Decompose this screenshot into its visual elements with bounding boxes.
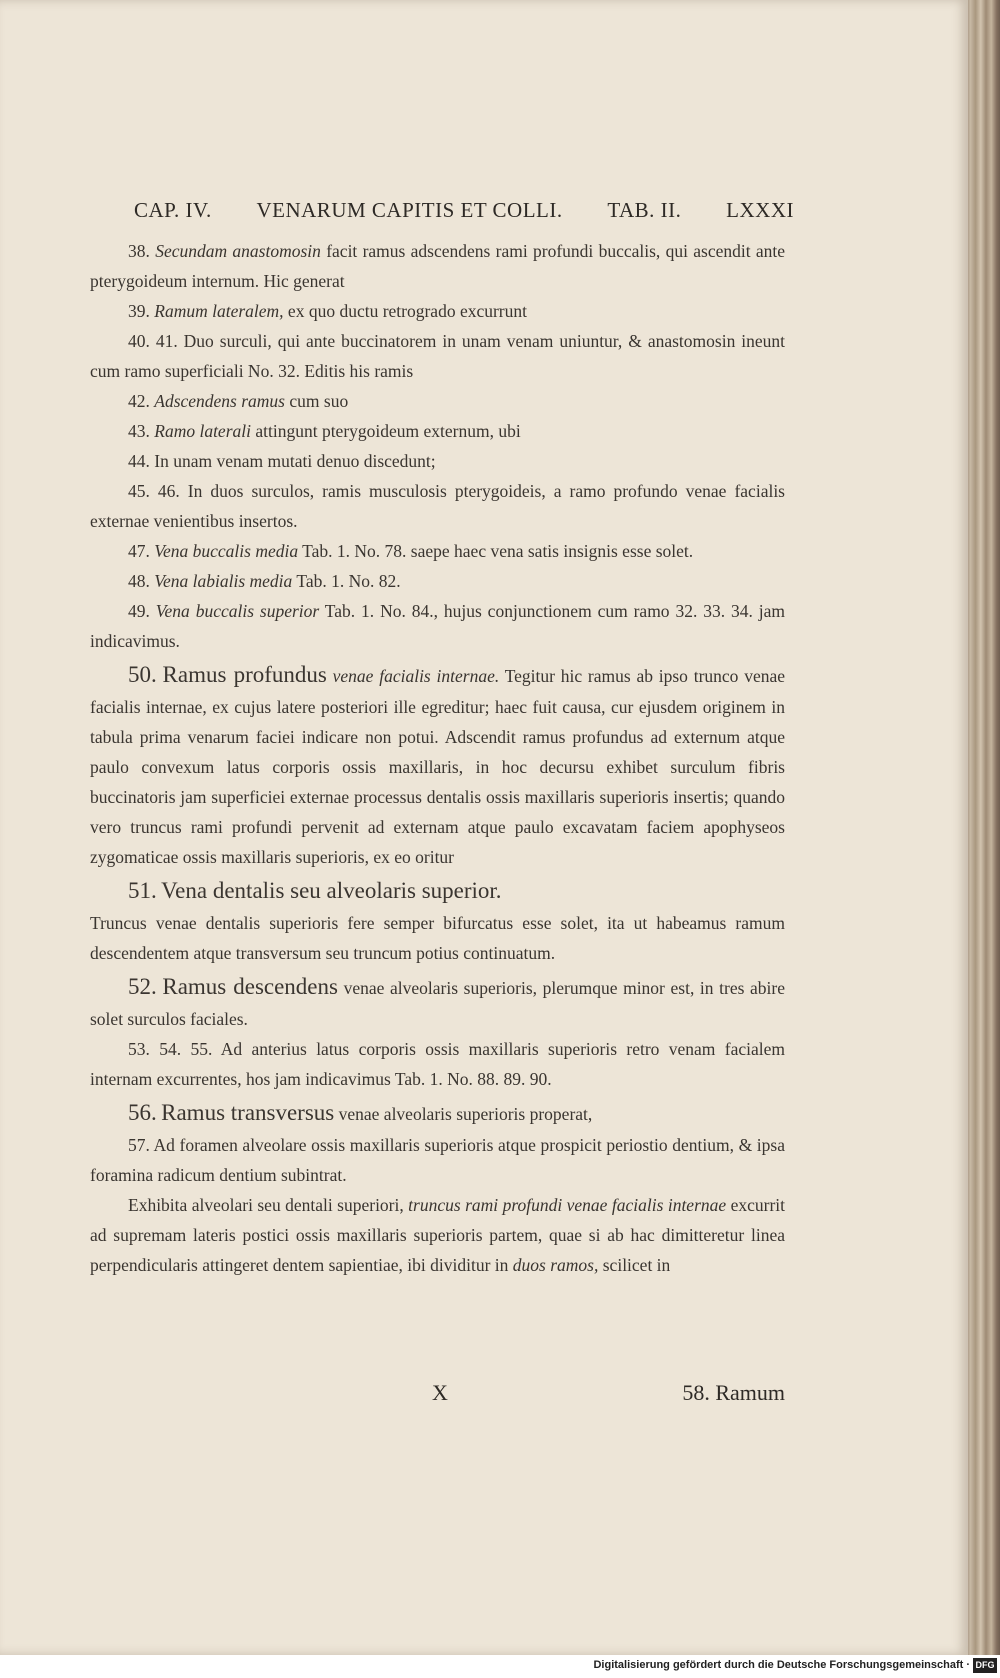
body-text (90, 236, 785, 1280)
paragraph-50: 50. Ramus profundus venae facialis internae. Tegitur hic ramus ab ipso trunco venae facialis internae, ex cujus latere posteriori ille egreditur; haec fuit causa, cur ejusdem originem in tabula prima venarum faciei indicare non potui. Adscendit ramus profundus ad externum atque paulo convexum latus corporis ossis maxillaris, in hoc decursu exhibet surculum fibris buccinatoris jam superficiei externae processus dentalis ossis maxillaris superioris insertis; quando vero truncus rami profundi pervenit ad externam atque paulo excavatam faciem apophyseos zygomaticae ossis maxillaris superioris, ex eo oritur (90, 662, 786, 867)
paragraph-49: 49. Vena buccalis superior Tab. 1. No. 84., hujus conjunctionem cum ramo 32. 33. 34. jam indicavimus. (90, 601, 786, 651)
paragraph-44: 44. In unam venam mutati denuo discedunt; (128, 451, 436, 471)
credit-bar (0, 1655, 1000, 1678)
header-table: TAB. II. (607, 198, 682, 222)
paragraph-53-55: 53. 54. 55. Ad anterius latus corporis ossis maxillaris superioris retro venam facialem internam excurrentes, hos jam indicavimus Tab. 1. No. 88. 89. 90. (90, 1039, 785, 1089)
running-header (134, 198, 794, 223)
catchword: 58. Ramum (682, 1380, 785, 1405)
paragraph-56: 56. Ramus transversus venae alveolaris superioris properat, (128, 1100, 593, 1125)
paragraph-51-body: Truncus venae dentalis superioris fere semper bifurcatus esse solet, ita ut habeamus ramum descendentem atque transversum seu truncum potius continuatum. (90, 913, 785, 963)
paragraph-45-46: 45. 46. In duos surculos, ramis musculosis pterygoideis, a ramo profundo venae facialis externae venientibus insertos. (90, 481, 785, 531)
paragraph-39: 39. Ramum lateralem, ex quo ductu retrogrado excurrunt (128, 301, 528, 321)
paragraph-42: 42. Adscendens ramus cum suo (128, 391, 349, 411)
paragraph-51-heading: 51. Vena dentalis seu alveolaris superior. (128, 878, 502, 903)
digitization-credit: Digitalisierung gefördert durch die Deutsche Forschungsgemeinschaft · (593, 1659, 970, 1671)
paragraph-48: 48. Vena labialis media Tab. 1. No. 82. (128, 571, 401, 591)
header-chapter: CAP. IV. (134, 198, 212, 222)
paragraph-43: 43. Ramo laterali attingunt pterygoideum externum, ubi (128, 421, 521, 441)
paragraph-38: 38. Secundam anastomosin facit ramus adscendens rami profundi buccalis, qui ascendit ante pterygoideum internum. Hic generat (90, 241, 786, 291)
paragraph-47: 47. Vena buccalis media Tab. 1. No. 78. saepe haec vena satis insignis esse solet. (128, 541, 694, 561)
paragraph-closing: Exhibita alveolari seu dentali superiori, truncus rami profundi venae facialis internae excurrit ad supremam lateris postici ossis maxillaris superioris partem, quae si ab hac dimitteretur linea perpendicularis attingeret dentem sapientiae, ibi dividitur in duos ramos, scilicet in (90, 1195, 785, 1275)
dfg-logo-icon: DFG (973, 1658, 997, 1673)
signature-mark: X (432, 1380, 448, 1405)
header-title: VENARUM CAPITIS ET COLLI. (256, 198, 563, 222)
book-edge (965, 0, 1000, 1678)
paragraph-57: 57. Ad foramen alveolare ossis maxillaris superioris atque prospicit periostio dentium, & ipsa foramina radicum dentium subintrat. (90, 1135, 785, 1185)
header-page-number: LXXXI (726, 198, 794, 222)
page-footer (90, 1380, 785, 1416)
paragraph-52: 52. Ramus descendens venae alveolaris superioris, plerumque minor est, in tres abire solet surculos faciales. (90, 974, 785, 1029)
paragraph-40-41: 40. 41. Duo surculi, qui ante buccinatorem in unam venam uniuntur, & anastomosin ineunt cum ramo superficiali No. 32. Editis his ramis (90, 331, 786, 381)
